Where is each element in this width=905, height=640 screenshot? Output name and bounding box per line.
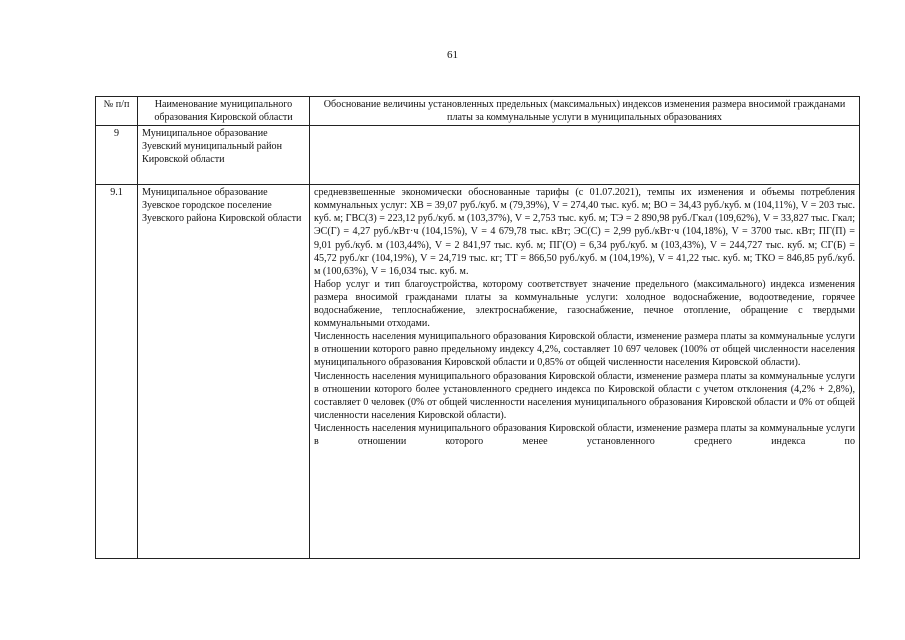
row-justification — [310, 185, 860, 559]
indices-table — [95, 96, 860, 559]
row-municipality-name: Муниципальное образование Зуевский муниципальный район Кировской области — [138, 126, 310, 185]
row-number: 9.1 — [96, 185, 138, 559]
table-header-row — [96, 97, 860, 126]
page-number: 61 — [447, 49, 458, 61]
table-row — [96, 185, 860, 559]
justification-tariffs-paragraph: средневзвешенные экономически обоснованные тарифы (с 01.07.2021), темпы их изменения и объемы потребления коммунальных услуг: ХВ = 39,07 руб./куб. м (79,39%), V = 274,40 тыс. куб. м; ВО = 34,43 руб./куб. м (104,11%), V = 203 тыс. куб. м; ГВС(З) = 223,12 руб./куб. м (103,37%), V = 2,753 тыс. куб. м; ТЭ = 2 890,98 руб./Гкал (109,62%), V = 33,827 тыс. Гкал; ЭС(Г) = 4,27 руб./кВт·ч (104,15%), V = 4 679,78 тыс. кВт; ЭС(С) = 2,99 руб./кВт·ч (104,18%), V = 3700 тыс. кВт; ПГ(П) = 9,01 руб./куб. м (103,44%), V = 2 841,97 тыс. куб. м; ПГ(О) = 6,34 руб./куб. м (103,43%), V = 244,727 тыс. куб. м; СГ(Б) = 45,72 руб./кг (104,19%), V = 24,719 тыс. кг; ТТ = 866,50 руб./куб. м (104,19%), V = 41,22 тыс. куб. м; ТКО = 846,85 руб./куб. м (100,63%), V = 16,034 тыс. куб. м. — [314, 187, 855, 277]
table-row — [96, 126, 860, 185]
justification-services-paragraph: Набор услуг и тип благоустройства, которому соответствует значение предельного (максимального) индекса изменения размера вносимой гражданами платы за коммунальные услуги: холодное водоснабжение, водоотведение, горячее водоснабжение, теплоснабжение, электроснабжение, газоснабжение, печное отопление, обращение с твердыми коммунальными отходами. — [314, 278, 855, 330]
justification-population-equal-paragraph: Численность населения муниципального образования Кировской области, изменение размера платы за коммунальные услуги в отношении которого равно предельному индексу 4,2%, составляет 10 697 человек (100% от общей численности населения муниципального образования Кировской области и 0,85% от общей численности населения Кировской области). — [314, 331, 855, 369]
row-justification — [310, 126, 860, 185]
justification-population-below-paragraph: Численность населения муниципального образования Кировской области, изменение размера платы за коммунальные услуги в отношении которого менее установленного среднего индекса по — [314, 422, 855, 447]
header-number: № п/п — [96, 97, 138, 126]
header-justification: Обоснование величины установленных предельных (максимальных) индексов изменения размера вносимой гражданами платы за коммунальные услуги в муниципальных образованиях — [310, 97, 860, 126]
row-number: 9 — [96, 126, 138, 185]
header-municipality-name: Наименование муниципального образования Кировской области — [138, 97, 310, 126]
row-municipality-name: Муниципальное образование Зуевское городское поселение Зуевского района Кировской области — [138, 185, 310, 559]
justification-population-above-paragraph: Численность населения муниципального образования Кировской области, изменение размера платы за коммунальные услуги в отношении которого более установленного среднего индекса по Кировской области с учетом отклонения (4,2% + 2,8%), составляет 0 человек (0% от общей численности населения муниципального образования Кировской области и 0% от общей численности населения Кировской области). — [314, 370, 855, 421]
